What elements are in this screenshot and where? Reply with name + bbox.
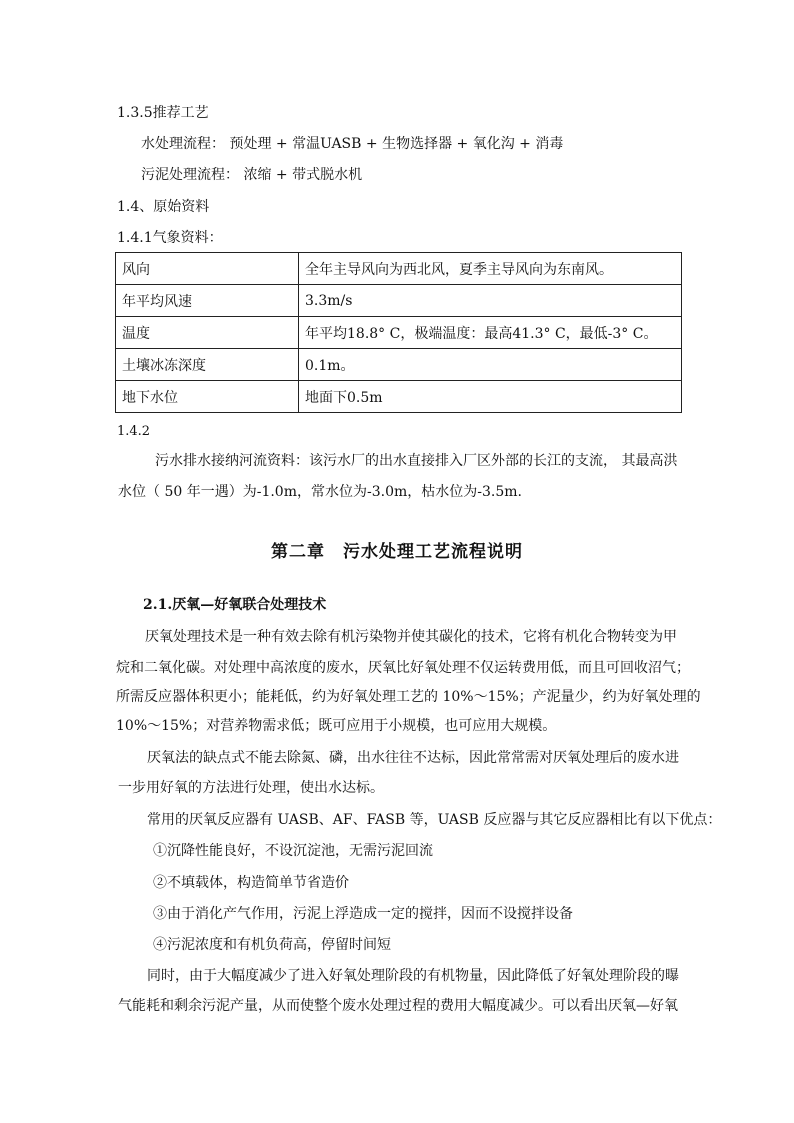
river-info-line-1: 污水排水接纳河流资料：该污水厂的出水直接排入厂区外部的长江的支流， 其最高洪 xyxy=(155,453,678,469)
table-key-cell: 土壤冰冻深度 xyxy=(116,349,299,381)
table-row xyxy=(116,381,682,413)
advantage-item: ③由于消化产气作用，污泥上浮造成一定的搅拌，因而不设搅拌设备 xyxy=(153,906,573,922)
paragraph-line: 常用的厌氧反应器有 UASB、AF、FASB 等，UASB 反应器与其它反应器相比有以下优点： xyxy=(147,812,722,828)
table-value-cell: 3.3m/s xyxy=(299,285,682,317)
paragraph-line: 厌氧处理技术是一种有效去除有机污染物并使其碳化的技术，它将有机化合物转变为甲 xyxy=(145,629,677,645)
sludge-process-line: 污泥处理流程： 浓缩 + 带式脱水机 xyxy=(141,167,363,183)
table-key-cell: 温度 xyxy=(116,317,299,349)
paragraph-line: 所需反应器体积更小；能耗低，约为好氧处理工艺的 10%～15%；产泥量少，约为好氧处理的 xyxy=(116,689,701,705)
paragraph-line: 气能耗和剩余污泥产量，从而使整个废水处理过程的费用大幅度减少。可以看出厌氧—好氧 xyxy=(118,998,678,1014)
chapter-title: 第二章 污水处理工艺流程说明 xyxy=(271,542,523,562)
table-value-cell: 地面下0.5m xyxy=(299,381,682,413)
paragraph-line: 一步用好氧的方法进行处理，使出水达标。 xyxy=(118,780,384,796)
table-row xyxy=(116,253,682,285)
water-process-line: 水处理流程： 预处理 + 常温UASB + 生物选择器 + 氧化沟 + 消毒 xyxy=(141,136,564,152)
table-value-cell: 年平均18.8° C，极端温度：最高41.3° C，最低-3° C。 xyxy=(299,317,682,349)
section-1-3-5-heading: 1.3.5推荐工艺 xyxy=(117,105,209,121)
paragraph-line: 10%～15%；对营养物需求低；既可应用于小规模，也可应用大规模。 xyxy=(116,718,557,734)
table-value-cell: 全年主导风向为西北风，夏季主导风向为东南风。 xyxy=(299,253,682,285)
table-key-cell: 年平均风速 xyxy=(116,285,299,317)
table-value-cell: 0.1m。 xyxy=(299,349,682,381)
paragraph-line: 厌氧法的缺点式不能去除氮、磷，出水往往不达标，因此常常需对厌氧处理后的废水进 xyxy=(147,750,679,766)
section-1-4-2-heading: 1.4.2 xyxy=(117,424,151,439)
table-row xyxy=(116,349,682,381)
river-info-line-2: 水位（ 50 年一遇）为-1.0m，常水位为-3.0m，枯水位为-3.5m. xyxy=(118,484,522,500)
table-key-cell: 风向 xyxy=(116,253,299,285)
advantage-item: ④污泥浓度和有机负荷高，停留时间短 xyxy=(153,937,391,953)
section-1-4-1-heading: 1.4.1气象资料： xyxy=(117,230,223,246)
paragraph-line: 烷和二氧化碳。对处理中高浓度的废水，厌氧比好氧处理不仅运转费用低，而且可回收沼气； xyxy=(116,660,690,676)
table-row xyxy=(116,317,682,349)
advantage-item: ①沉降性能良好，不设沉淀池，无需污泥回流 xyxy=(153,843,433,859)
paragraph-line: 同时，由于大幅度减少了进入好氧处理阶段的有机物量，因此降低了好氧处理阶段的曝 xyxy=(147,968,679,984)
climate-table xyxy=(115,252,682,413)
table-row xyxy=(116,285,682,317)
advantage-item: ②不填载体，构造简单节省造价 xyxy=(153,875,349,891)
section-2-1-heading: 2.1.厌氧—好氧联合处理技术 xyxy=(143,597,327,613)
table-key-cell: 地下水位 xyxy=(116,381,299,413)
section-1-4-heading: 1.4、原始资料 xyxy=(117,199,210,215)
